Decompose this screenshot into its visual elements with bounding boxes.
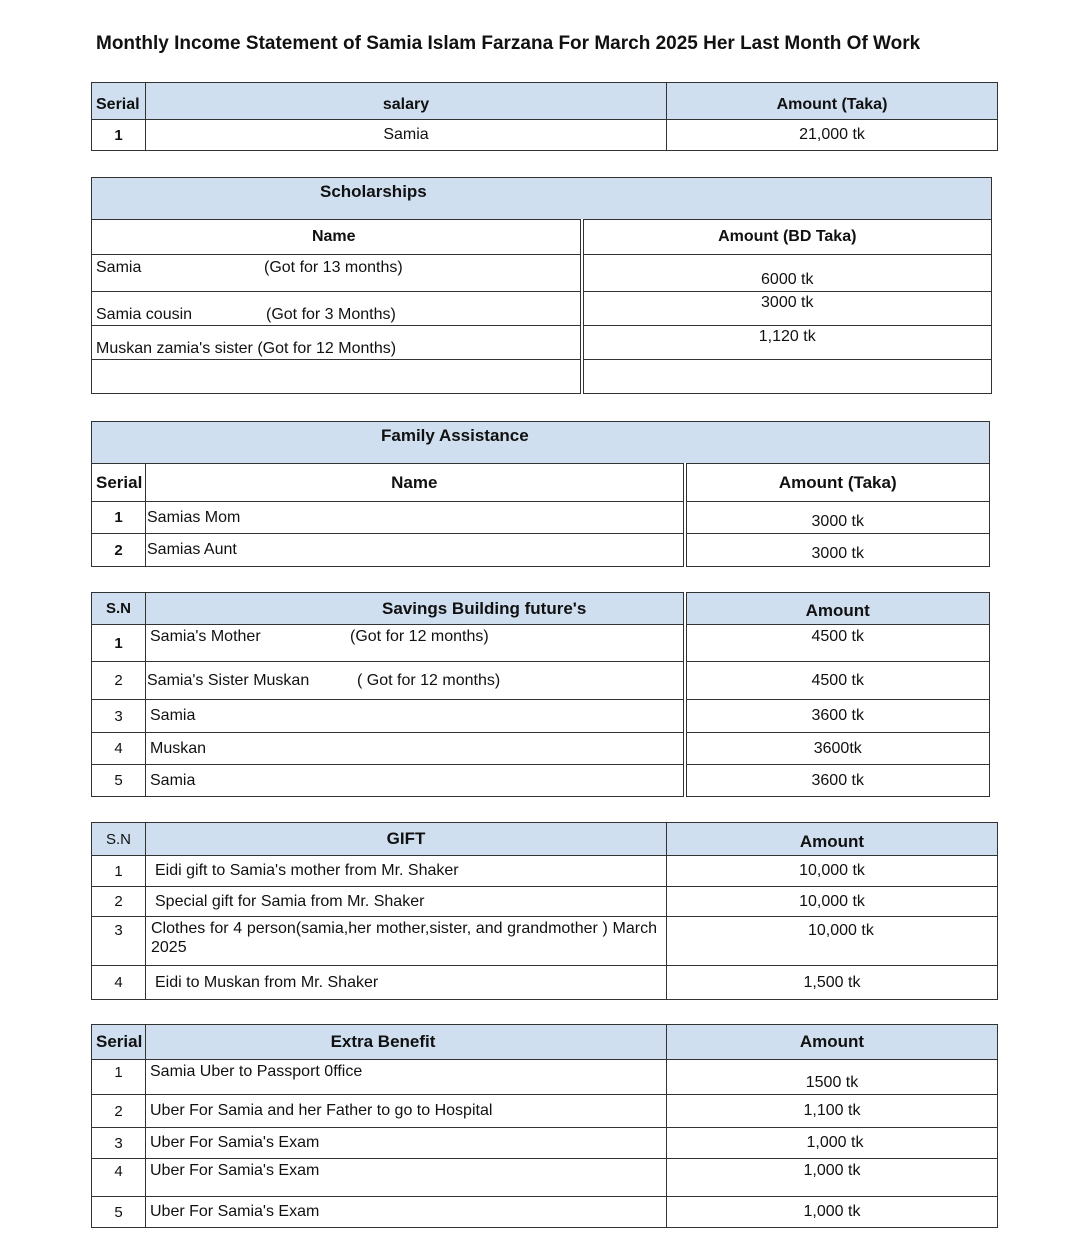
name-text: Samia xyxy=(96,259,142,276)
table-row xyxy=(92,120,998,151)
salary-header-salary: salary xyxy=(146,83,667,120)
name-cell: Clothes for 4 person(samia,her mother,sister, and grandmother ) March 2025 xyxy=(146,917,667,966)
amount-cell: 1,120 tk xyxy=(582,326,992,360)
table-row xyxy=(92,733,990,765)
table-row xyxy=(92,700,990,733)
table-row xyxy=(92,502,990,534)
amount-cell: 6000 tk xyxy=(582,255,992,292)
name-cell: Samia Uber to Passport 0ffice xyxy=(146,1060,667,1095)
table-row xyxy=(92,1128,998,1159)
amount-cell: 1500 tk xyxy=(667,1060,998,1095)
family-header-name: Name xyxy=(146,464,685,502)
table-row xyxy=(92,917,998,966)
extra-header-amount: Amount xyxy=(667,1025,998,1060)
table-row xyxy=(92,966,998,1000)
gift-header-amount: Amount xyxy=(667,823,998,856)
serial-cell: 2 xyxy=(92,887,146,917)
table-row xyxy=(92,662,990,700)
name-cell: Uber For Samia's Exam xyxy=(146,1159,667,1197)
gift-header-title: GIFT xyxy=(146,823,667,856)
serial-cell: 2 xyxy=(92,534,146,567)
table-row xyxy=(92,1159,998,1197)
table-row xyxy=(92,292,992,326)
name-cell: Samias Mom xyxy=(146,502,685,534)
gift-header-sn: S.N xyxy=(92,823,146,856)
serial-cell: 4 xyxy=(92,966,146,1000)
amount-cell: 21,000 tk xyxy=(667,120,998,151)
table-row xyxy=(92,625,990,662)
name-cell: Special gift for Samia from Mr. Shaker xyxy=(146,887,667,917)
amount-cell: 1,100 tk xyxy=(667,1095,998,1128)
note-text: (Got for 13 months) xyxy=(264,259,403,276)
savings-table xyxy=(91,592,990,797)
serial-cell: 4 xyxy=(92,733,146,765)
name-text: Samia cousin xyxy=(96,306,193,323)
family-header-amount: Amount (Taka) xyxy=(685,464,990,502)
serial-cell: 5 xyxy=(92,765,146,797)
name-cell: Samia xyxy=(146,700,685,733)
amount-cell: 10,000 tk xyxy=(667,887,998,917)
table-row xyxy=(92,255,992,292)
name-cell: Uber For Samia's Exam xyxy=(146,1197,667,1228)
serial-cell: 3 xyxy=(92,917,146,966)
table-row xyxy=(92,1197,998,1228)
serial-cell: 5 xyxy=(92,1197,146,1228)
serial-cell: 1 xyxy=(92,1060,146,1095)
table-row-empty xyxy=(92,360,992,394)
name-text: Samia's Sister Muskan xyxy=(147,671,310,689)
table-row xyxy=(92,326,992,360)
amount-cell: 3000 tk xyxy=(685,534,990,567)
amount-cell: 3000 tk xyxy=(582,292,992,326)
table-row xyxy=(92,856,998,887)
scholarships-header-name: Name xyxy=(92,220,582,255)
amount-cell: 4500 tk xyxy=(685,625,990,662)
amount-cell: 3600 tk xyxy=(685,700,990,733)
amount-cell: 1,500 tk xyxy=(667,966,998,1000)
table-row xyxy=(92,1060,998,1095)
scholarships-header-amount: Amount (BD Taka) xyxy=(582,220,992,255)
table-row xyxy=(92,1095,998,1128)
serial-cell: 1 xyxy=(92,120,146,151)
note-text: (Got for 3 Months) xyxy=(266,306,396,323)
page-title: Monthly Income Statement of Samia Islam Farzana For March 2025 Her Last Month Of Work xyxy=(96,33,921,54)
scholarships-heading: Scholarships xyxy=(92,178,992,220)
extra-header-serial: Serial xyxy=(92,1025,146,1060)
gift-table xyxy=(91,822,998,1000)
extra-benefit-table xyxy=(91,1024,998,1228)
serial-cell: 1 xyxy=(92,625,146,662)
table-row xyxy=(92,887,998,917)
amount-cell: 10,000 tk xyxy=(667,917,998,966)
salary-header-amount: Amount (Taka) xyxy=(667,83,998,120)
name-cell: Uber For Samia's Exam xyxy=(146,1128,667,1159)
amount-cell: 3600tk xyxy=(685,733,990,765)
serial-cell: 1 xyxy=(92,502,146,534)
amount-cell: 1,000 tk xyxy=(667,1159,998,1197)
extra-header-title: Extra Benefit xyxy=(146,1025,667,1060)
family-header-serial: Serial xyxy=(92,464,146,502)
salary-header-serial: Serial xyxy=(92,83,146,120)
note-text: (Got for 12 Months) xyxy=(257,340,397,357)
name-text: Muskan zamia's sister xyxy=(96,340,253,357)
serial-cell: 2 xyxy=(92,1095,146,1128)
name-cell: Eidi gift to Samia's mother from Mr. Shaker xyxy=(146,856,667,887)
name-cell: Samias Aunt xyxy=(146,534,685,567)
savings-header-amount: Amount xyxy=(685,593,990,625)
serial-cell: 4 xyxy=(92,1159,146,1197)
note-text: (Got for 12 months) xyxy=(350,628,489,645)
scholarships-table xyxy=(91,177,992,394)
name-cell: Samia xyxy=(146,120,667,151)
serial-cell: 2 xyxy=(92,662,146,700)
savings-header-title: Savings Building future's xyxy=(146,593,685,625)
amount-cell: 1,000 tk xyxy=(667,1128,998,1159)
table-row xyxy=(92,765,990,797)
name-cell: Uber For Samia and her Father to go to Hospital xyxy=(146,1095,667,1128)
salary-table xyxy=(91,82,998,151)
name-cell: Samia xyxy=(146,765,685,797)
amount-cell: 3600 tk xyxy=(685,765,990,797)
serial-cell: 1 xyxy=(92,856,146,887)
serial-cell: 3 xyxy=(92,700,146,733)
serial-cell: 3 xyxy=(92,1128,146,1159)
amount-cell: 3000 tk xyxy=(685,502,990,534)
amount-cell: 1,000 tk xyxy=(667,1197,998,1228)
name-text: Samia's Mother xyxy=(150,628,261,645)
amount-cell: 4500 tk xyxy=(685,662,990,700)
name-cell: Eidi to Muskan from Mr. Shaker xyxy=(146,966,667,1000)
name-cell: Muskan xyxy=(146,733,685,765)
family-assistance-table xyxy=(91,421,990,567)
amount-cell: 10,000 tk xyxy=(667,856,998,887)
family-heading: Family Assistance xyxy=(92,422,990,464)
table-row xyxy=(92,534,990,567)
savings-header-sn: S.N xyxy=(92,593,146,625)
note-text: ( Got for 12 months) xyxy=(357,671,501,689)
